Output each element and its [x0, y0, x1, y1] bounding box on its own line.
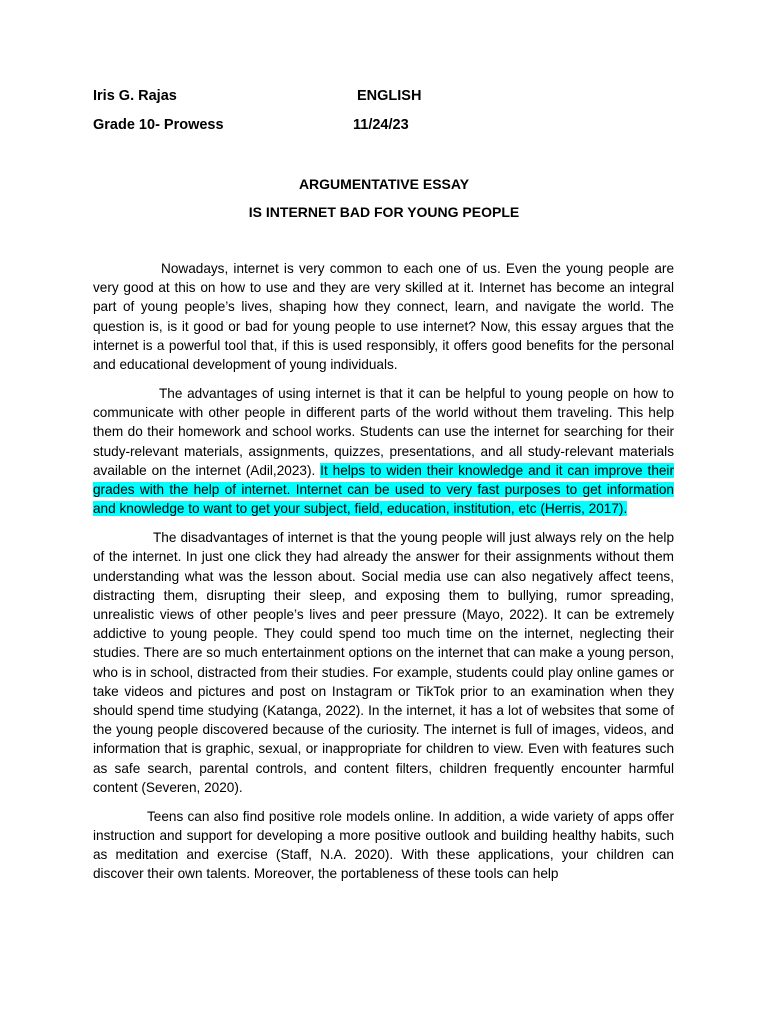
paragraph-3: The disadvantages of internet is that the young people will just always rely on the help of the internet. In just one click they had already the answer for their assignments without them understanding what was the lesson about. Social media use can also negatively affect teens, distracting them, disrupting their sleep, and exposing them to bullying, rumor spreading, unrealistic views of other people’s lives and peer pressure (Mayo, 2022). It can be extremely addictive to young people. They could spend too much time on the internet, neglecting their studies. There are so much entertainment options on the internet that can make a young person, who is in school, distracted from their studies. For example, students could play online games or take videos and pictures and post on Instagram or TikTok prior to an examination when they should spend time studying (Katanga, 2022). In the internet, it has a lot of websites that some of the young people discovered because of the curiosity. The internet is full of images, videos, and information that is graphic, sexual, or inappropriate for children to view. Even with features such as safe search, parental controls, and content filters, children frequently encounter harmful content (Severen, 2020). [93, 530, 674, 795]
subject: ENGLISH [357, 88, 422, 104]
paragraph-4: Teens can also find positive role models online. In addition, a wide variety of apps offer instruction and support for developing a more positive outlook and building healthy habits, such as meditation and exercise (Staff, N.A. 2020). With these applications, your children can discover their own talents. Moreover, the portableness of these tools can help [93, 808, 674, 882]
highlighted-text: It helps to widen their knowledge and it can improve their grades with the help of internet. Internet can be used to very fast purposes to get information and knowledge to want to get your subject, field, education, institution, etc (Herris, 2017). [93, 462, 674, 517]
paragraph-2-text: The advantages of using internet is that it can be helpful to young people on how to communicate with other people in different parts of the world without them traveling. This help them do their homework and school works. Students can use the internet for searching for their study-relevant materials, assignments, quizzes, presentations, and all study-relevant materials available on the internet (Adil,2023). [93, 386, 674, 478]
essay-title: IS INTERNET BAD FOR YOUNG PEOPLE [248, 204, 520, 220]
grade-section: Grade 10- Prowess [93, 117, 224, 133]
essay-body [93, 259, 674, 893]
essay-type-title: ARGUMENTATIVE ESSAY [298, 176, 470, 192]
student-name: Iris G. Rajas [93, 88, 177, 104]
paragraph-1: Nowadays, internet is very common to each one of us. Even the young people are very good at this on how to use and they are very skilled at it. Internet has become an integral part of young people’s lives, shaping how they connect, learn, and navigate the world. The question is, is it good or bad for young people to use internet? Now, this essay argues that the internet is a powerful tool that, if this is used responsibly, it offers good benefits for the personal and educational development of young individuals. [93, 261, 674, 373]
paragraph-2 [93, 384, 674, 518]
date: 11/24/23 [353, 117, 409, 133]
